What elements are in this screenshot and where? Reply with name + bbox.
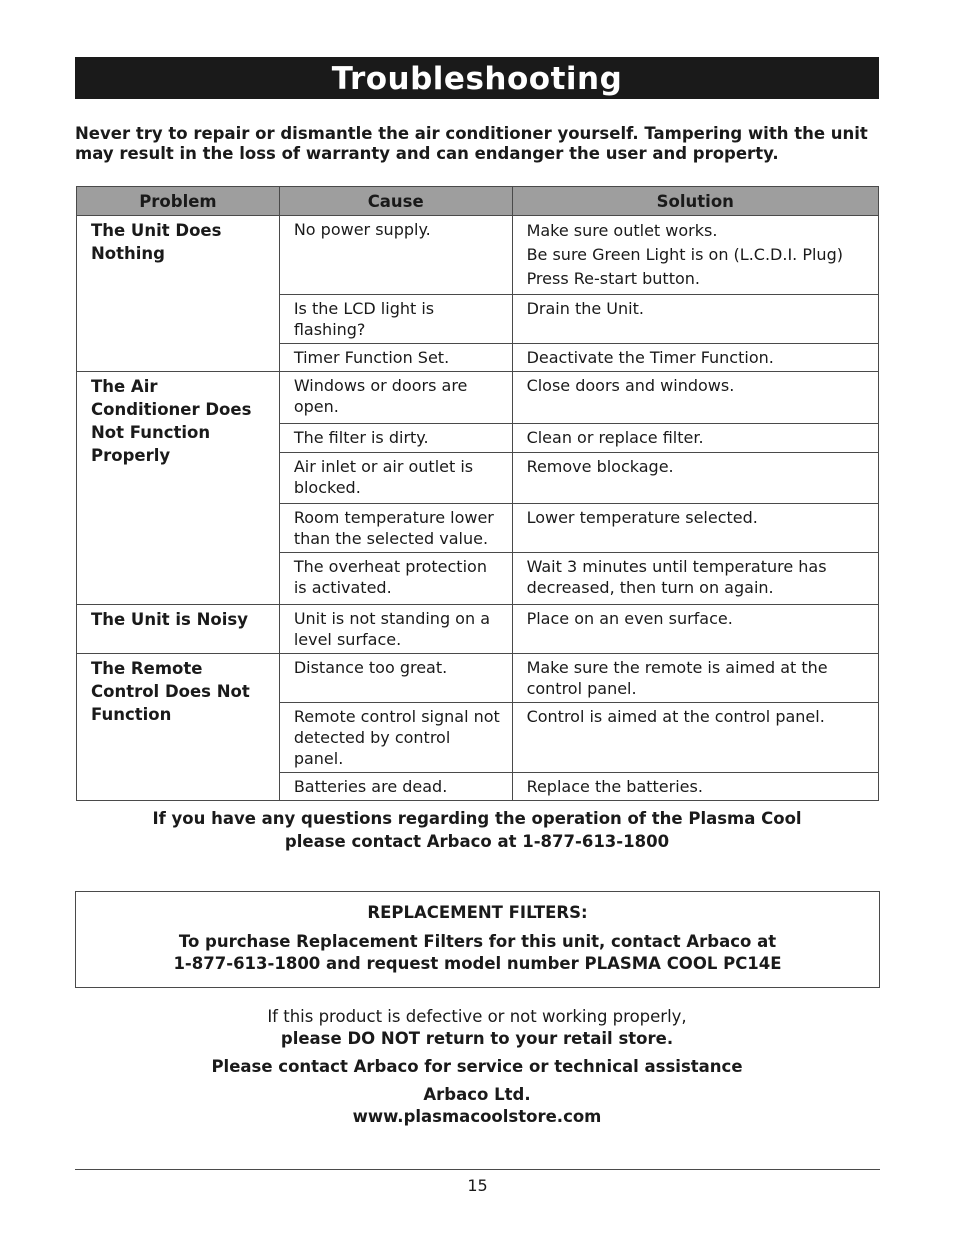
- page-number: 15: [467, 1176, 488, 1195]
- header-cause: Cause: [279, 187, 512, 216]
- cause-cell: Distance too great.: [279, 654, 512, 703]
- solution-line: Press Re-start button.: [526, 269, 700, 288]
- table-row: [77, 605, 879, 654]
- footer-divider: [75, 1169, 880, 1170]
- cause-cell: Windows or doors are open.: [279, 372, 512, 424]
- problem-cell: The Unit Does Nothing: [77, 216, 280, 372]
- problem-cell: The Remote Control Does Not Function: [77, 654, 280, 801]
- problem-cell: The Air Conditioner Does Not Function Properly: [77, 372, 280, 605]
- cause-cell: Room temperature lower than the selected value.: [279, 504, 512, 553]
- solution-line: Make sure outlet works.: [526, 221, 718, 240]
- solution-cell: Remove blockage.: [512, 453, 878, 504]
- table-row: [77, 654, 879, 703]
- contact-notice: [75, 807, 879, 853]
- problem-cell: The Unit is Noisy: [77, 605, 280, 654]
- solution-cell: Drain the Unit.: [512, 295, 878, 344]
- company-name: Arbaco Ltd.: [423, 1085, 531, 1104]
- cause-cell: No power supply.: [279, 216, 512, 295]
- cause-cell: Timer Function Set.: [279, 344, 512, 372]
- filters-heading: REPLACEMENT FILTERS:: [367, 903, 588, 922]
- service-info: [75, 1006, 879, 1128]
- return-suffix: return to your retail store.: [420, 1029, 674, 1048]
- page-title: Troubleshooting: [75, 57, 879, 99]
- solution-cell: Deactivate the Timer Function.: [512, 344, 878, 372]
- cause-cell: Air inlet or air outlet is blocked.: [279, 453, 512, 504]
- return-emphasis: DO NOT: [347, 1029, 421, 1048]
- cause-cell: Is the LCD light is flashing?: [279, 295, 512, 344]
- contact-line: If you have any questions regarding the operation of the Plasma Cool: [152, 809, 802, 828]
- cause-cell: Batteries are dead.: [279, 773, 512, 801]
- solution-cell: [512, 216, 878, 295]
- solution-cell: Lower temperature selected.: [512, 504, 878, 553]
- solution-line: Be sure Green Light is on (L.C.D.I. Plug): [526, 245, 843, 264]
- solution-cell: Clean or replace filter.: [512, 424, 878, 453]
- defect-notice: If this product is defective or not working properly,: [267, 1007, 687, 1026]
- table-row: [77, 372, 879, 424]
- website-link[interactable]: www.plasmacoolstore.com: [352, 1107, 602, 1126]
- service-notice: Please contact Arbaco for service or technical assistance: [211, 1057, 743, 1076]
- troubleshooting-table: [76, 186, 879, 801]
- table-row: [77, 216, 879, 295]
- replacement-filters-box: [75, 891, 880, 988]
- solution-cell: Place on an even surface.: [512, 605, 878, 654]
- return-notice: [75, 1028, 879, 1050]
- solution-cell: Replace the batteries.: [512, 773, 878, 801]
- solution-cell: Control is aimed at the control panel.: [512, 703, 878, 773]
- cause-cell: The filter is dirty.: [279, 424, 512, 453]
- filters-line: 1-877-613-1800 and request model number PLASMA COOL PC14E: [173, 954, 782, 973]
- filters-line: To purchase Replacement Filters for this unit, contact Arbaco at: [178, 932, 777, 951]
- solution-cell: Close doors and windows.: [512, 372, 878, 424]
- return-prefix: please: [280, 1029, 348, 1048]
- header-problem: Problem: [77, 187, 280, 216]
- solution-cell: Make sure the remote is aimed at the control panel.: [512, 654, 878, 703]
- safety-warning: Never try to repair or dismantle the air conditioner yourself. Tampering with the unit may result in the loss of warranty and can endanger the user and property.: [75, 124, 868, 163]
- contact-line: please contact Arbaco at 1-877-613-1800: [284, 832, 670, 851]
- table-header-row: [77, 187, 879, 216]
- cause-cell: Remote control signal not detected by control panel.: [279, 703, 512, 773]
- header-solution: Solution: [512, 187, 878, 216]
- solution-cell: Wait 3 minutes until temperature has decreased, then turn on again.: [512, 553, 878, 605]
- cause-cell: The overheat protection is activated.: [279, 553, 512, 605]
- cause-cell: Unit is not standing on a level surface.: [279, 605, 512, 654]
